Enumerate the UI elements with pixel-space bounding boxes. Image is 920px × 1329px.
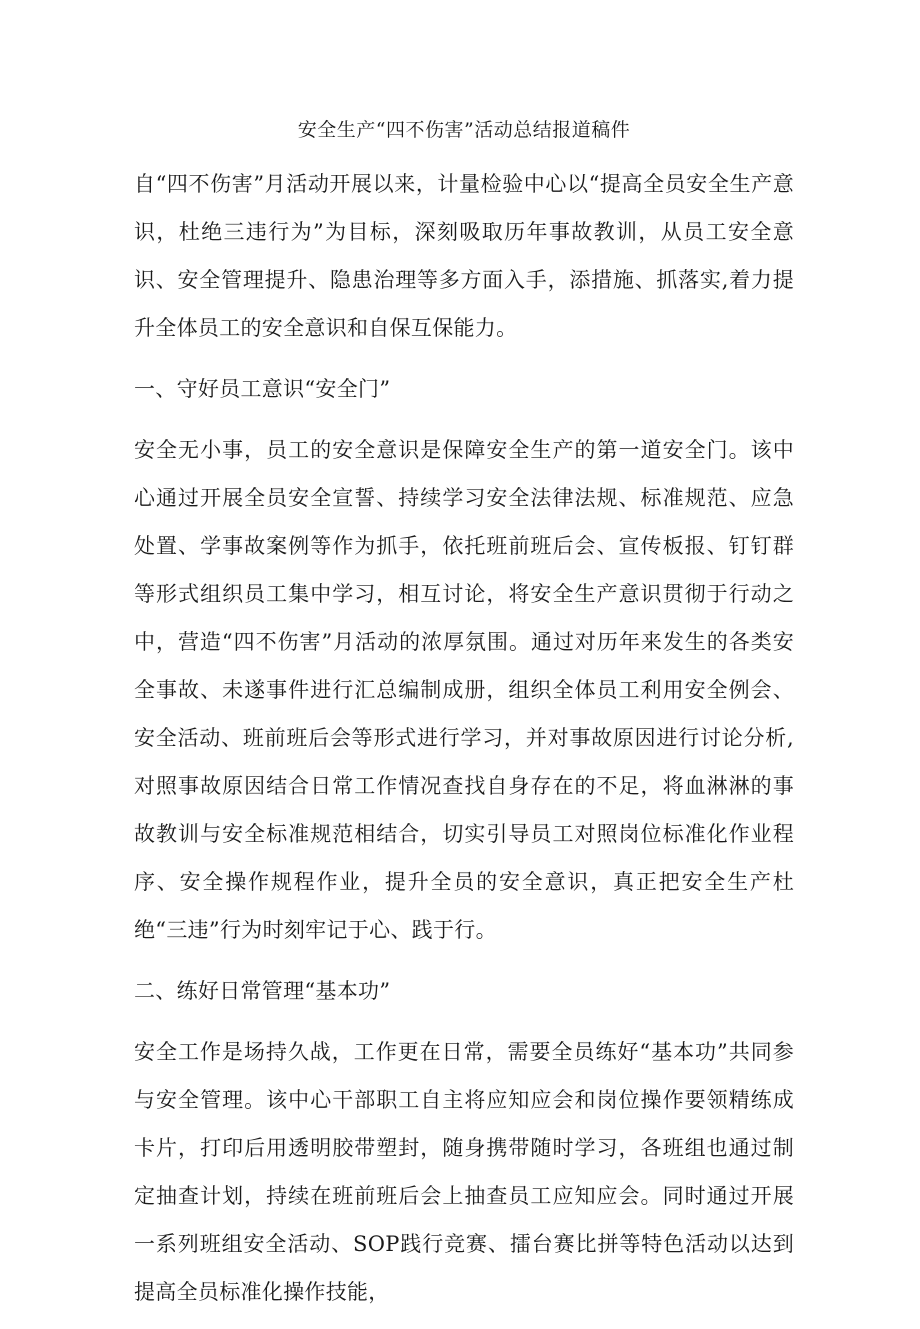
document-title: 安全生产“四不伤害”活动总结报道稿件 [297, 119, 631, 141]
document-page [134, 112, 794, 1329]
section-1-heading: 一、守好员工意识“安全门” [134, 377, 391, 401]
section-2-heading: 二、练好日常管理“基本功” [134, 979, 391, 1003]
intro-paragraph: 自“四不伤害”月活动开展以来，计量检验中心以“提高全员安全生产意识，杜绝三违行为”为目标，深刻吸取历年事故教训，从员工安全意识、安全管理提升、隐患治理等多方面入手，添措施、抓落实,着力提升全体员工的安全意识和自保互保能力。 [134, 172, 794, 340]
section-1-paragraph: 安全无小事，员工的安全意识是保障安全生产的第一道安全门。该中心通过开展全员安全宣誓、持续学习安全法律法规、标准规范、应急处置、学事故案例等作为抓手，依托班前班后会、宣传板报、钉钉群等形式组织员工集中学习，相互讨论，将安全生产意识贯彻于行动之中，营造“四不伤害”月活动的浓厚氛围。通过对历年来发生的各类安全事故、未遂事件进行汇总编制成册，组织全体员工利用安全例会、安全活动、班前班后会等形式进行学习，并对事故原因进行讨论分析,对照事故原因结合日常工作情况查找自身存在的不足，将血淋淋的事故教训与安全标准规范相结合，切实引导员工对照岗位标准化作业程序、安全操作规程作业，提升全员的安全意识，真正把安全生产杜绝“三违”行为时刻牢记于心、践于行。 [134, 438, 794, 942]
section-2-paragraph: 安全工作是场持久战，工作更在日常，需要全员练好“基本功”共同参与安全管理。该中心干部职工自主将应知应会和岗位操作要领精练成卡片，打印后用透明胶带塑封，随身携带随时学习，各班组也通过制定抽查计划，持续在班前班后会上抽查员工应知应会。同时通过开展一系列班组安全活动、SOP践行竞赛、擂台赛比拼等特色活动以达到提高全员标准化操作技能， [134, 1040, 794, 1304]
